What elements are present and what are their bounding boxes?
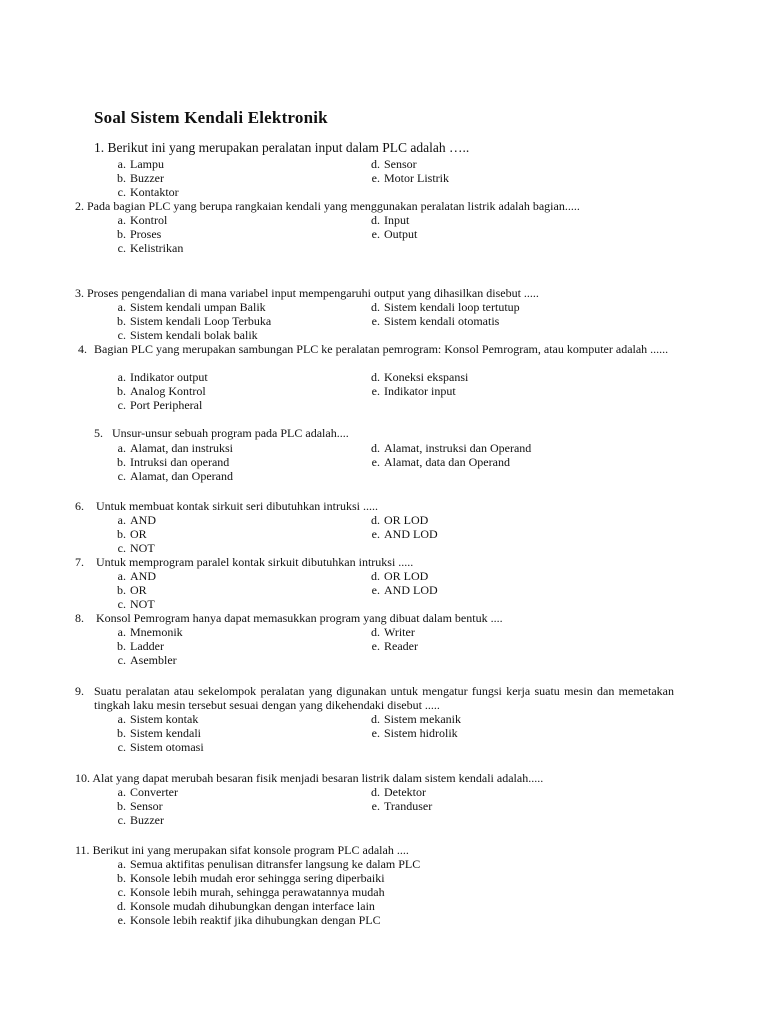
option-text: Reader: [384, 639, 418, 653]
question-4-stem: [94, 342, 674, 356]
question-number: 10.: [75, 771, 90, 785]
option-text: Alamat, data dan Operand: [384, 455, 510, 469]
option-text: Buzzer: [130, 813, 164, 827]
question-text: Unsur-unsur sebuah program pada PLC adalah....: [112, 426, 349, 440]
question-text: Berikut ini yang merupakan sifat konsole program PLC adalah ....: [92, 843, 409, 857]
question-text: Bagian PLC yang merupakan sambungan PLC ke peralatan pemrogram: Konsol Pemrogram, atau komputer adalah ......: [94, 342, 669, 356]
option-text: Kontaktor: [130, 185, 179, 199]
question-11-stem: [75, 843, 409, 857]
option-text: OR LOD: [384, 569, 429, 583]
option-text: Motor Listrik: [384, 171, 449, 185]
option-text: Konsole lebih murah, sehingga perawatannya mudah: [130, 885, 385, 899]
question-8-stem: [75, 611, 503, 625]
option-text: OR: [130, 527, 147, 541]
option-text: Indikator output: [130, 370, 208, 384]
option-text: Sistem kendali otomatis: [384, 314, 500, 328]
option-text: Sensor: [130, 799, 163, 813]
option-text: AND LOD: [384, 583, 438, 597]
option-text: Lampu: [130, 157, 164, 171]
option-text: Sistem otomasi: [130, 740, 204, 754]
option-text: Sistem kendali Loop Terbuka: [130, 314, 272, 328]
question-text: Berikut ini yang merupakan peralatan input dalam PLC adalah …..: [107, 140, 470, 155]
option-text: Output: [384, 227, 418, 241]
question-text: Alat yang dapat merubah besaran fisik menjadi besaran listrik dalam sistem kendali adalah.....: [92, 771, 544, 785]
option-text: Koneksi ekspansi: [384, 370, 469, 384]
question-2-stem: [75, 199, 580, 213]
question-text: Proses pengendalian di mana variabel input mempengaruhi output yang dihasilkan disebut .....: [87, 286, 539, 300]
option-text: Sistem hidrolik: [384, 726, 458, 740]
question-number: 11.: [75, 843, 90, 857]
document-page: Soal Sistem Kendali Elektronik 1. Berikut ini yang merupakan peralatan input dalam PLC adalah ….. a. Lampu b. Buzzer c. Kontaktor d. Sensor e. Motor Listrik 2. Pada bagian PLC yang berupa rangkaian kendali yang menggunakan peralatan listrik adalah bagian..... a. Kontrol b. Proses c. Kelistrikan d. Input e. Output 3. Proses pengendalian di mana variabel input mempengaruhi output yang dihasilkan disebut ..... a. Sistem kendali umpan Balik b. Sistem kendali Loop Terbuka c. Sistem kendali bolak balik d. Sistem kendali loop tertutup e. Sistem kendali otomatis 4. Bagian PLC yang merupakan sambungan PLC ke peralatan pemrogram: Konsol Pemrogram, atau komputer adalah ...... a. Indikator output b. Analog Kontrol c. Port Peripheral d. Koneksi ekspansi e. Indikator input 5. Unsur-unsur sebuah program pada PLC adalah.... a. Alamat, dan instruksi b. Intruksi dan operand c. Alamat, dan Operand d. Alamat, instruksi dan Operand e. Alamat, data dan Operand 6. Untuk membuat kontak sirkuit seri dibutuhkan intruksi ..... a. AND b. OR c. NOT d. OR LOD e. AND LOD 7. Untuk memprogram paralel kontak sirkuit dibutuhkan intruksi ..... a. AND b. OR c. NOT d. OR LOD e. AND LOD 8. Konsol Pemrogram hanya dapat memasukkan program yang dibuat dalam bentuk .... a. Mnemonik b. Ladder c. Asembler d. Writer e. Reader 9. Suatu peralatan atau sekelompok peralatan yang digunakan untuk mengatur fungsi kerja suatu mesin dan memetakan tingkah laku mesin tersebut sesuai dengan yang dikehendaki disebut ..... a. Sistem kontak b. Sistem kendali c. Sistem otomasi d. Sistem mekanik e. Sistem hidrolik 10. Alat yang dapat merubah besaran fisik menjadi besaran listrik dalam sistem kendali adalah..... a. Converter b. Sensor c. Buzzer d. Detektor e. Tranduser 11. Berikut ini yang merupakan sifat konsole program PLC adalah .... a. Semua aktifitas penulisan ditransfer langsung ke dalam PLC b. Konsole lebih mudah eror sehingga sering diperbaiki c. Konsole lebih murah, sehingga perawatannya mudah d. Konsole mudah dihubungkan dengan interface lain e. Konsole lebih reaktif jika dihubungkan dengan PLC: [75, 108, 674, 927]
option-text: Detektor: [384, 785, 426, 799]
option-text: Sistem kendali umpan Balik: [130, 300, 266, 314]
option-text: Kelistrikan: [130, 241, 184, 255]
option-text: Konsole lebih reaktif jika dihubungkan dengan PLC: [130, 913, 381, 927]
question-text: Konsol Pemrogram hanya dapat memasukkan program yang dibuat dalam bentuk ....: [96, 611, 503, 625]
option-text: Ladder: [130, 639, 164, 653]
question-number: 9.: [75, 684, 84, 698]
option-text: AND: [130, 513, 156, 527]
question-number: 2.: [75, 199, 84, 213]
question-number: 7.: [75, 555, 84, 569]
question-number: 5.: [94, 426, 103, 440]
question-10-stem: [75, 771, 543, 785]
option-text: Sistem kendali loop tertutup: [384, 300, 520, 314]
question-text: Suatu peralatan atau sekelompok peralatan yang digunakan untuk mengatur fungsi kerja suatu mesin dan memetakan tingkah laku mesin tersebut sesuai dengan yang dikehendaki disebut .....: [94, 684, 674, 712]
question-text: Pada bagian PLC yang berupa rangkaian kendali yang menggunakan peralatan listrik adalah bagian.....: [87, 199, 580, 213]
option-text: Writer: [384, 625, 415, 639]
question-number: 6.: [75, 499, 84, 513]
question-number: 8.: [75, 611, 84, 625]
option-text: Konsole mudah dihubungkan dengan interface lain: [130, 899, 375, 913]
option-text: Semua aktifitas penulisan ditransfer langsung ke dalam PLC: [130, 857, 421, 871]
question-number: 3.: [75, 286, 84, 300]
question-text: Untuk membuat kontak sirkuit seri dibutuhkan intruksi .....: [96, 499, 378, 513]
option-text: Sistem kontak: [130, 712, 199, 726]
option-text: Tranduser: [384, 799, 433, 813]
question-number: 1.: [94, 140, 105, 155]
question-1-stem: [94, 141, 469, 155]
question-3-stem: [75, 286, 539, 300]
question-7-stem: [75, 555, 413, 569]
option-text: OR: [130, 583, 147, 597]
question-number: 4.: [78, 342, 87, 356]
option-text: Intruksi dan operand: [130, 455, 230, 469]
option-text: Input: [384, 213, 410, 227]
option-text: Alamat, dan instruksi: [130, 441, 233, 455]
option-text: Alamat, instruksi dan Operand: [384, 441, 532, 455]
option-text: OR LOD: [384, 513, 429, 527]
question-6-stem: [75, 499, 378, 513]
option-text: NOT: [130, 541, 155, 555]
option-text: Sensor: [384, 157, 417, 171]
document-title: Soal Sistem Kendali Elektronik: [94, 108, 328, 127]
question-text: Untuk memprogram paralel kontak sirkuit dibutuhkan intruksi .....: [96, 555, 414, 569]
option-text: Mnemonik: [130, 625, 183, 639]
option-text: Proses: [130, 227, 162, 241]
option-text: Converter: [130, 785, 178, 799]
option-text: AND: [130, 569, 156, 583]
option-text: Buzzer: [130, 171, 164, 185]
option-text: Port Peripheral: [130, 398, 203, 412]
question-5-stem: [94, 426, 349, 440]
option-text: Analog Kontrol: [130, 384, 206, 398]
option-text: Kontrol: [130, 213, 168, 227]
option-text: Indikator input: [384, 384, 456, 398]
option-text: Alamat, dan Operand: [130, 469, 233, 483]
option-text: Asembler: [130, 653, 177, 667]
option-text: Sistem mekanik: [384, 712, 461, 726]
question-9-stem: [94, 684, 674, 712]
option-text: Sistem kendali: [130, 726, 201, 740]
option-text: Sistem kendali bolak balik: [130, 328, 258, 342]
option-text: NOT: [130, 597, 155, 611]
option-text: Konsole lebih mudah eror sehingga sering diperbaiki: [130, 871, 385, 885]
option-text: AND LOD: [384, 527, 438, 541]
